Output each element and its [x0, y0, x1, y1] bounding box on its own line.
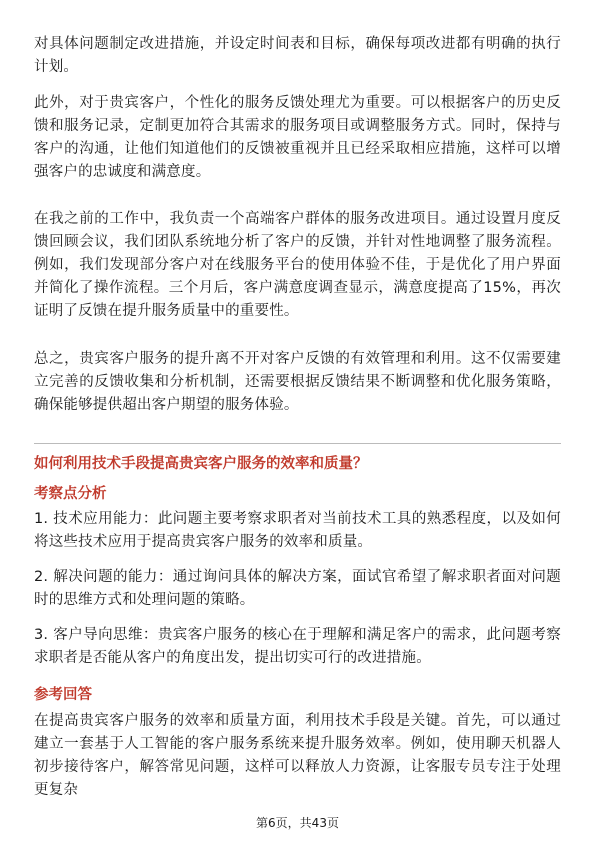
analysis-item-3: 3. 客户导向思维：贵宾客户服务的核心在于理解和满足客户的需求，此问题考察求职者是否能从客户的角度出发，提出切实可行的改进措施。: [34, 627, 561, 666]
body-paragraph-4: 总之，贵宾客户服务的提升离不开对客户反馈的有效管理和利用。这不仅需要建立完善的反馈收集和分析机制，还需要根据反馈结果不断调整和优化服务策略，确保能够提供超出客户期望的服务体验。: [34, 351, 561, 413]
analysis-item-2: 2. 解决问题的能力：通过询问具体的解决方案，面试官希望了解求职者面对问题时的思维方式和处理问题的策略。: [34, 569, 561, 608]
analysis-item-1: 1. 技术应用能力：此问题主要考察求职者对当前技术工具的熟悉程度，以及如何将这些技术应用于提高贵宾客户服务的效率和质量。: [34, 511, 561, 550]
body-paragraph-2: 此外，对于贵宾客户，个性化的服务反馈处理尤为重要。可以根据客户的历史反馈和服务记录，定制更加符合其需求的服务项目或调整服务方式。同时，保持与客户的沟通，让他们知道他们的反馈被重视并且已经采取相应措施，这样可以增强客户的忠诚度和满意度。: [34, 95, 561, 180]
question-heading: 如何利用技术手段提高贵宾客户服务的效率和质量？: [34, 456, 368, 472]
page-footer: 第6页，共43页: [256, 816, 339, 830]
body-paragraph-3: 在我之前的工作中，我负责一个高端客户群体的服务改进项目。通过设置月度反馈回顾会议，我们团队系统地分析了客户的反馈，并针对性地调整了服务流程。例如，我们发现部分客户对在线服务平台的使用体验不佳，于是优化了用户界面并简化了操作流程。三个月后，客户满意度调查显示，满意度提高了15%，再次证明了反馈在提升服务质量中的重要性。: [34, 211, 561, 319]
section-divider: [34, 443, 561, 444]
analysis-label: 考察点分析: [34, 486, 107, 502]
answer-text: 在提高贵宾客户服务的效率和质量方面，利用技术手段是关键。首先，可以通过建立一套基于人工智能的客户服务系统来提升服务效率。例如，使用聊天机器人初步接待客户，解答常见问题，这样可以释放人力资源，让客服专员专注于处理更复杂: [34, 713, 561, 798]
body-paragraph-1: 对具体问题制定改进措施，并设定时间表和目标，确保每项改进都有明确的执行计划。: [34, 36, 561, 75]
answer-label: 参考回答: [34, 687, 92, 703]
